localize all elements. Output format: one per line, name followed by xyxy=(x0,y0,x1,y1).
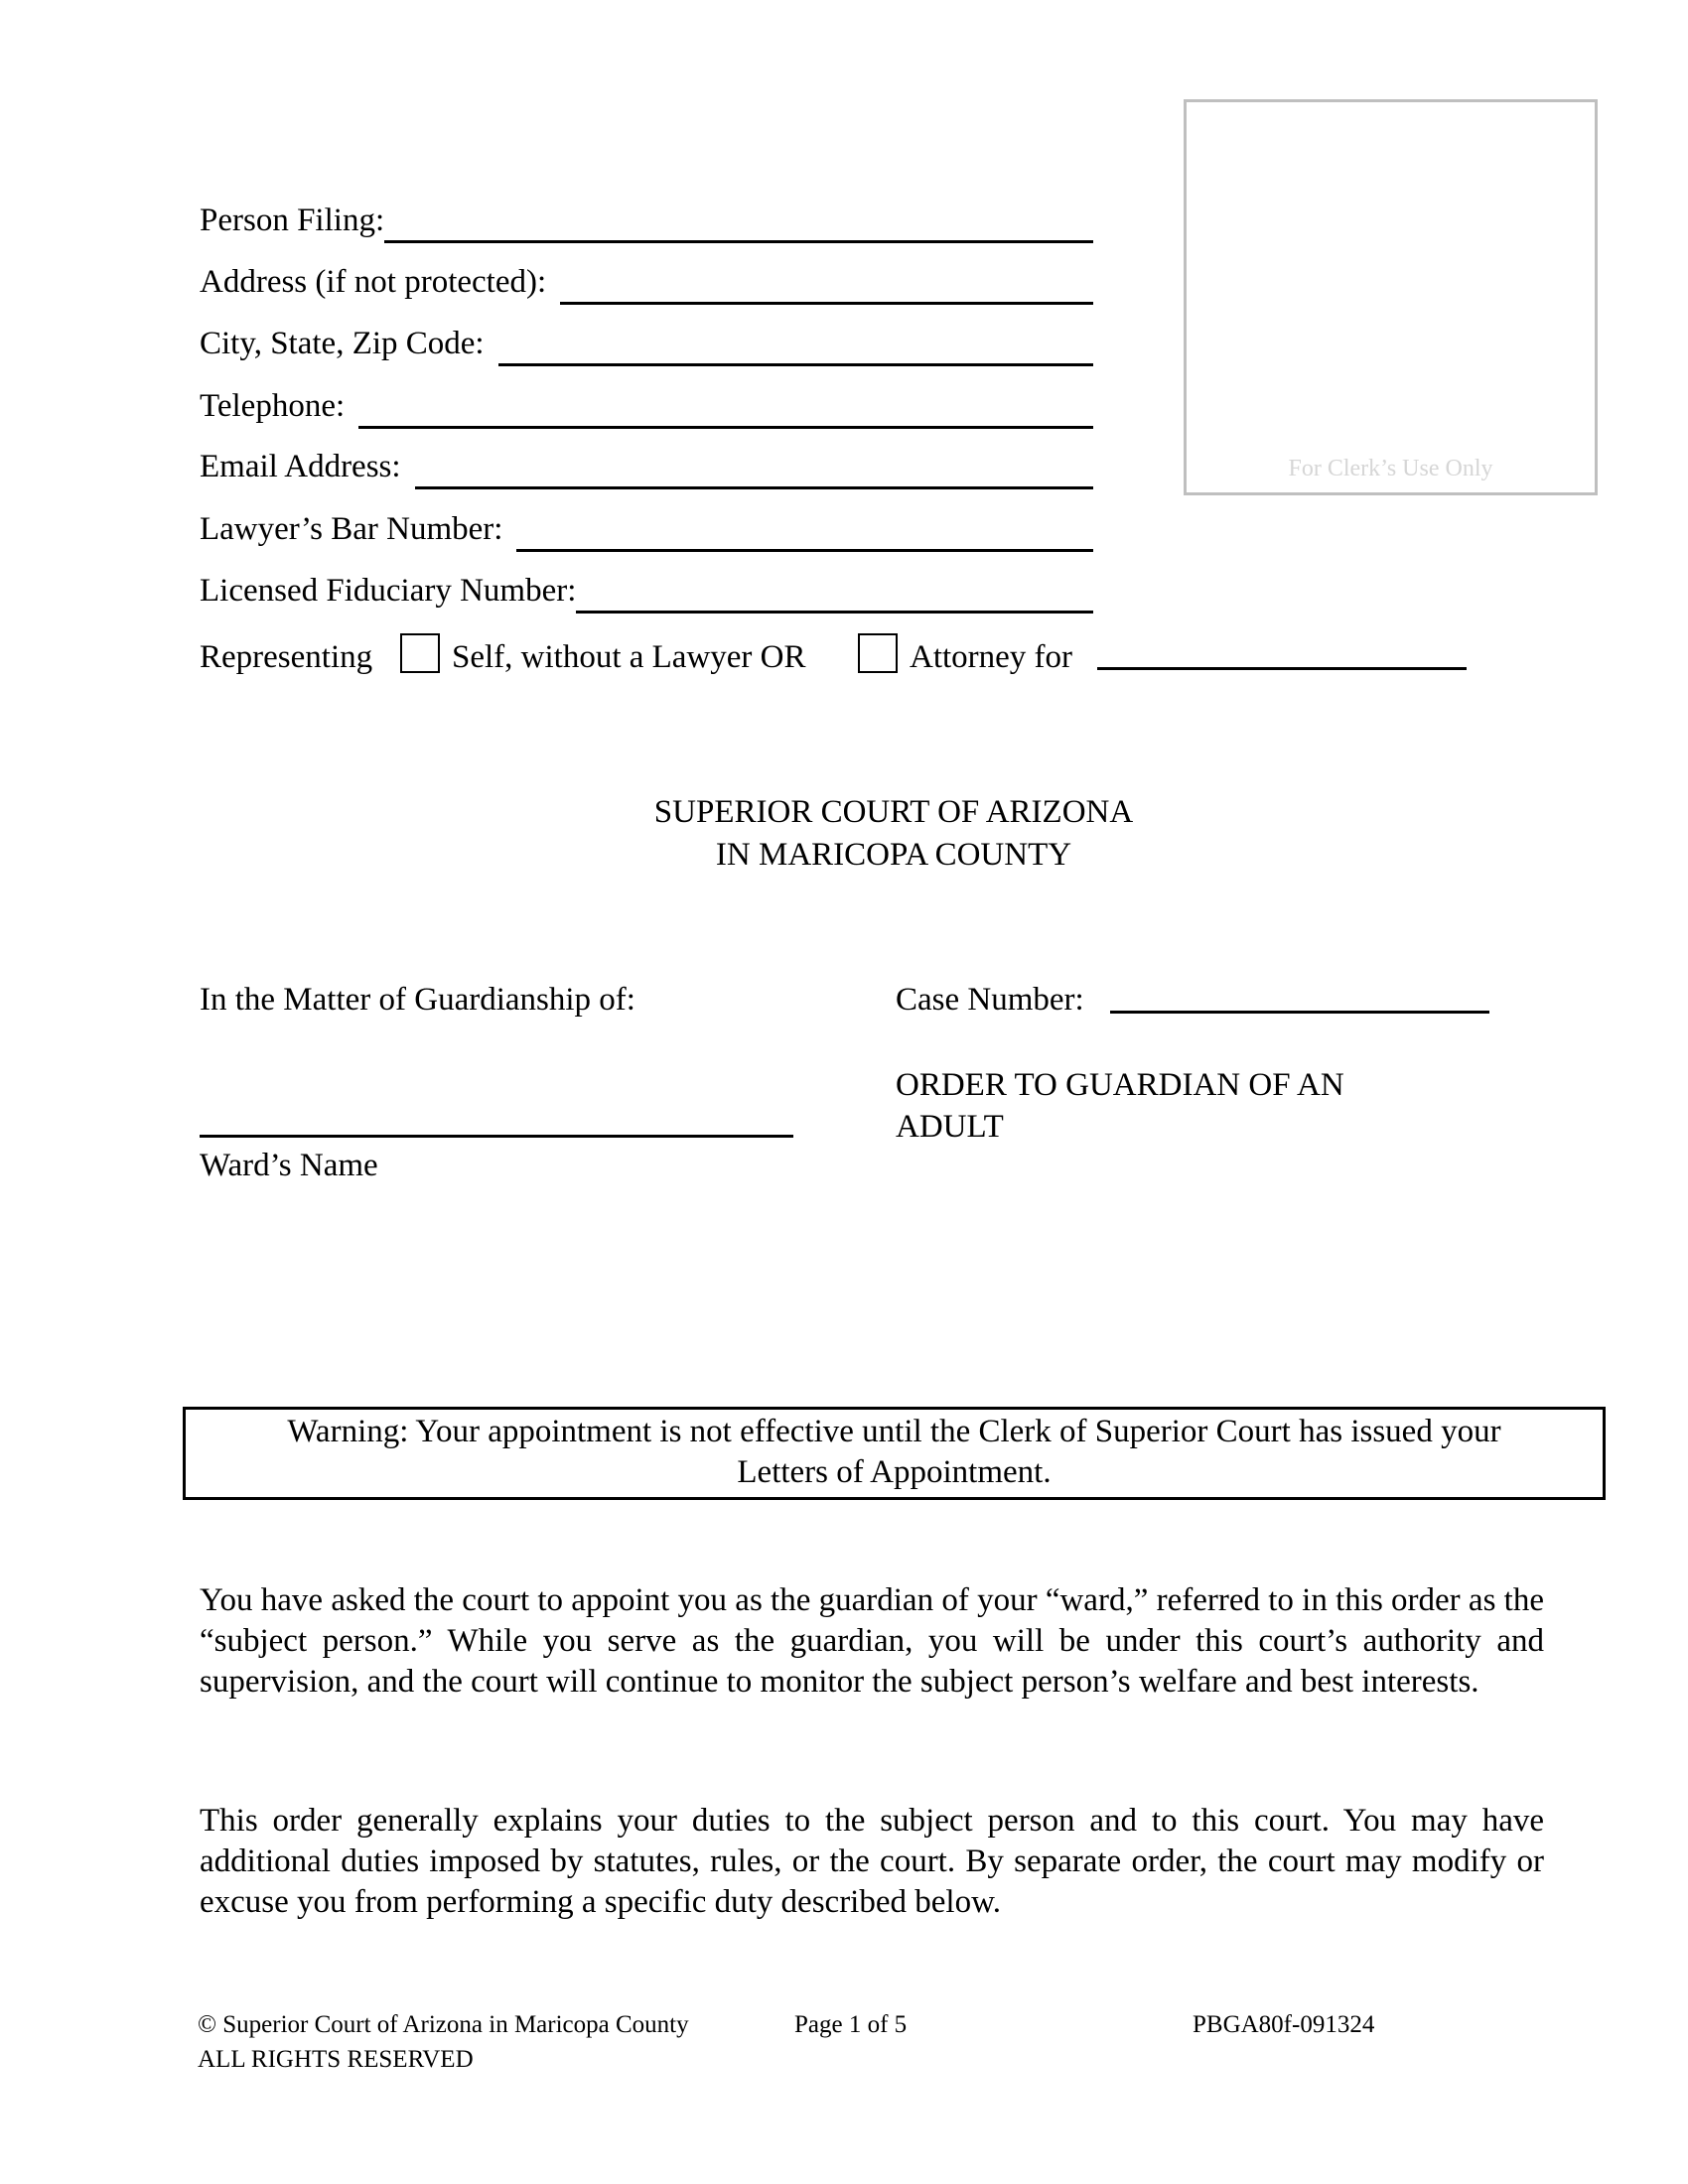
fiduciary-number-field[interactable] xyxy=(576,611,1093,614)
email-row xyxy=(200,450,1093,489)
attorney-option-label: Attorney for xyxy=(910,639,1073,675)
bar-number-label: Lawyer’s Bar Number: xyxy=(200,511,503,547)
attorney-for-field[interactable] xyxy=(1097,667,1467,670)
email-field[interactable] xyxy=(415,486,1093,489)
city-state-zip-row xyxy=(200,327,1093,366)
warning-line2: Letters of Appointment. xyxy=(737,1454,1052,1490)
document-title xyxy=(896,1064,1344,1148)
footer-copyright: © Superior Court of Arizona in Maricopa County xyxy=(198,2011,689,2038)
telephone-field[interactable] xyxy=(358,426,1093,429)
intro-paragraph: You have asked the court to appoint you as the guardian of your “ward,” referred to in this order as the “subject person.” While you serve as the guardian, you will be under this court’s authority and supervision, and the court will continue to monitor the subject person’s welfare and best interests. xyxy=(200,1582,1544,1700)
document-title-line1: ORDER TO GUARDIAN OF AN xyxy=(896,1067,1344,1103)
duties-paragraph: This order generally explains your duties to the subject person and to this court. You may have additional duties imposed by statutes, rules, or the court. By separate order, the court may modify or excuse you from performing a specific duty described below. xyxy=(200,1803,1544,1920)
footer-rights: ALL RIGHTS RESERVED xyxy=(198,2046,474,2073)
case-number-label: Case Number: xyxy=(896,982,1084,1018)
case-number-field[interactable] xyxy=(1110,1011,1489,1014)
telephone-label: Telephone: xyxy=(200,388,346,424)
self-checkbox[interactable] xyxy=(400,633,440,673)
court-county: IN MARICOPA COUNTY xyxy=(715,837,1072,873)
person-filing-label: Person Filing: xyxy=(200,203,385,238)
bar-number-field[interactable] xyxy=(516,549,1093,552)
footer-page-number: Page 1 of 5 xyxy=(794,2011,908,2038)
ward-name-field[interactable] xyxy=(200,1135,793,1138)
attorney-checkbox[interactable] xyxy=(858,633,898,673)
fiduciary-number-row xyxy=(200,574,1093,614)
ward-name-label: Ward’s Name xyxy=(200,1148,378,1183)
address-field[interactable] xyxy=(560,302,1093,305)
city-state-zip-label: City, State, Zip Code: xyxy=(200,326,485,361)
matter-label: In the Matter of Guardianship of: xyxy=(200,982,635,1018)
warning-line1: Warning: Your appointment is not effective until the Clerk of Superior Court has issued your xyxy=(287,1414,1501,1449)
bar-number-row xyxy=(200,512,1093,552)
court-name: SUPERIOR COURT OF ARIZONA xyxy=(653,794,1134,830)
fiduciary-number-label: Licensed Fiduciary Number: xyxy=(200,573,577,609)
representing-label: Representing xyxy=(200,639,373,675)
court-heading xyxy=(0,791,1688,877)
telephone-row xyxy=(200,389,1093,429)
footer-form-code: PBGA80f-091324 xyxy=(1193,2011,1375,2038)
email-label: Email Address: xyxy=(200,449,401,484)
clerk-use-label: For Clerk’s Use Only xyxy=(1288,456,1493,481)
address-label: Address (if not protected): xyxy=(200,264,547,300)
clerk-use-box xyxy=(1184,99,1598,495)
document-title-line2: ADULT xyxy=(896,1109,1004,1145)
warning-box xyxy=(183,1407,1606,1500)
address-row xyxy=(200,265,1093,305)
city-state-zip-field[interactable] xyxy=(498,363,1093,366)
person-filing-field[interactable] xyxy=(384,240,1093,243)
person-filing-row xyxy=(200,204,1093,243)
self-option-label: Self, without a Lawyer OR xyxy=(452,639,806,675)
